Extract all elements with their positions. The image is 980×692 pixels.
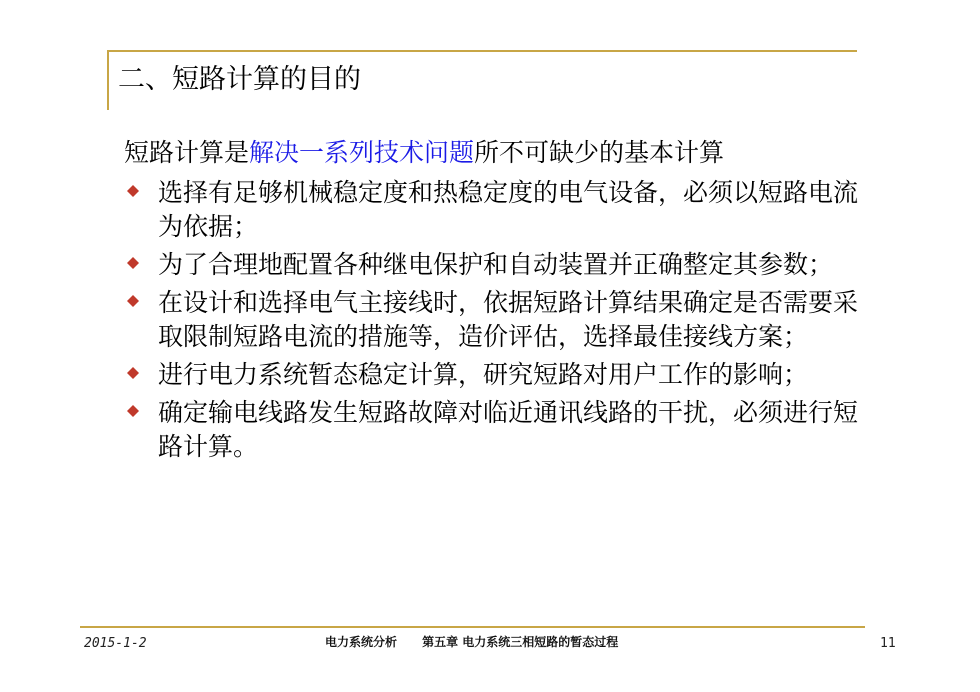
footer-date: 2015-1-2 [84, 636, 147, 651]
bullet-text: 为了合理地配置各种继电保护和自动装置并正确整定其参数； [158, 250, 834, 279]
bullet-item [124, 248, 864, 282]
bullet-item [124, 286, 864, 354]
intro-suffix: 所不可缺少的基本计算 [474, 138, 725, 167]
bullet-text: 进行电力系统暂态稳定计算，研究短路对用户工作的影响； [158, 360, 809, 389]
diamond-bullet-icon [126, 366, 140, 380]
bullet-list [124, 176, 864, 468]
bullet-item [124, 396, 864, 464]
diamond-bullet-icon [126, 294, 140, 308]
diamond-bullet-icon [126, 404, 140, 418]
bullet-item [124, 176, 864, 244]
footer-chapter: 第五章 电力系统三相短路的暂态过程 [422, 635, 619, 649]
footer-course: 电力系统分析 [325, 635, 398, 649]
bullet-text: 选择有足够机械稳定度和热稳定度的电气设备，必须以短路电流为依据； [158, 178, 859, 241]
bullet-text: 在设计和选择电气主接线时，依据短路计算结果确定是否需要采取限制短路电流的措施等，造价评估，选择最佳接线方案； [158, 288, 859, 351]
diamond-bullet-icon [126, 256, 140, 270]
intro-prefix: 短路计算是 [124, 138, 250, 167]
intro-line [124, 136, 724, 170]
intro-highlight: 解决一系列技术问题 [249, 138, 475, 167]
diamond-bullet-icon [126, 184, 140, 198]
bullet-item [124, 358, 864, 392]
page-number: 11 [880, 636, 896, 651]
bullet-text: 确定输电线路发生短路故障对临近通讯线路的干扰，必须进行短路计算。 [158, 398, 859, 461]
footer-divider [80, 626, 865, 628]
slide-title: 二、短路计算的目的 [118, 64, 361, 95]
footer-caption [325, 633, 618, 650]
